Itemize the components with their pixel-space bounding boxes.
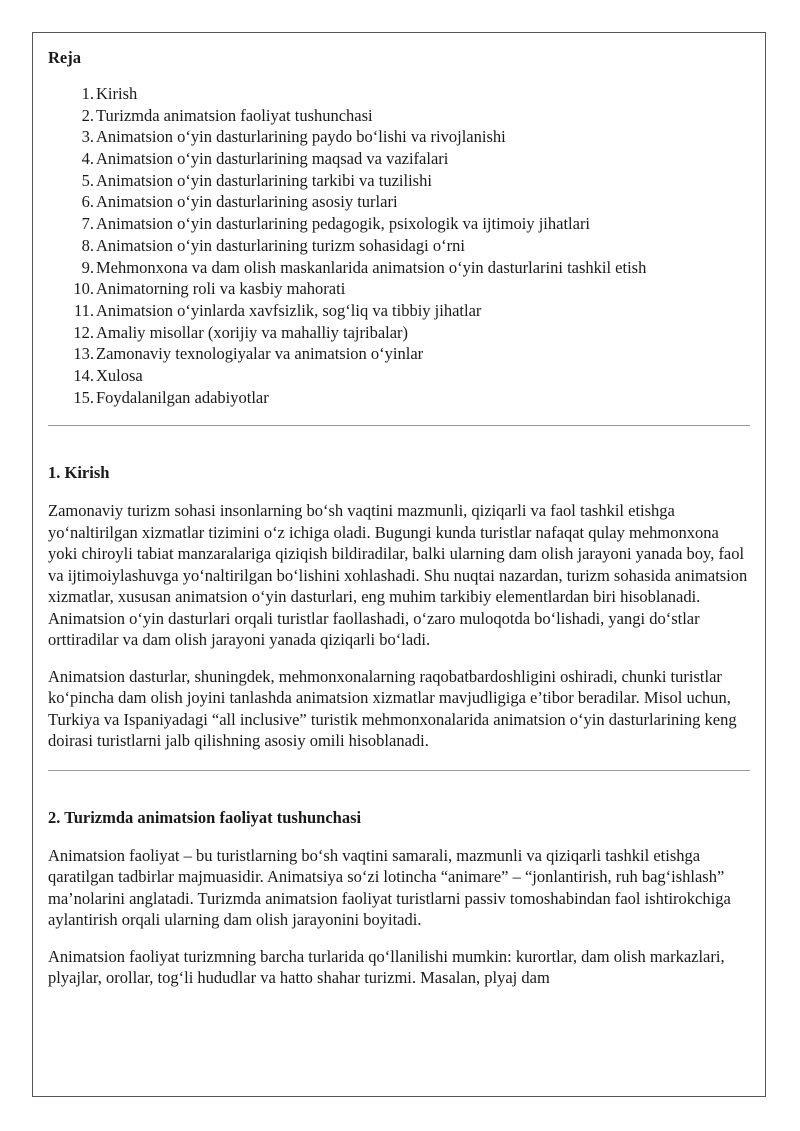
plan-item-text: Animatsion o‘yin dasturlarining pedagogik, psixologik va ijtimoiy jihatlari: [96, 214, 591, 234]
document-content: [48, 47, 750, 989]
plan-item: [48, 148, 750, 170]
plan-item-number: 10.: [73, 279, 94, 299]
plan-item-number: 9.: [81, 257, 94, 277]
plan-item-text: Turizmda animatsion faoliyat tushunchasi: [96, 105, 373, 125]
plan-item-number: 7.: [81, 214, 94, 234]
plan-item-number: 4.: [81, 149, 94, 169]
section-2-title: 2. Turizmda animatsion faoliyat tushunchasi: [48, 807, 362, 827]
plan-item-text: Animatorning roli va kasbiy mahorati: [96, 279, 346, 299]
plan-item-text: Animatsion o‘yin dasturlarining tarkibi va tuzilishi: [96, 170, 432, 190]
plan-item-number: 3.: [81, 127, 94, 147]
plan-title: Reja: [48, 48, 81, 67]
plan-item: [48, 191, 750, 213]
section-2-paragraph: Animatsion faoliyat – bu turistlarning bo‘sh vaqtini samarali, mazmunli va qiziqarli tashkil etishga qaratilgan tadbirlar majmuasidir. Animatsiya so‘zi lotincha “animare” – “jonlantirish, ruh bag‘ishlash” ma’nolarini anglatadi. Turizmda animatsion faoliyat turistlarni passiv tomoshabindan faol ishtirokchiga aylantirish orqali ularning dam olish jarayonini boyitadi.: [48, 845, 731, 930]
plan-item-number: 2.: [81, 105, 94, 125]
plan-item-number: 11.: [73, 300, 94, 320]
plan-item: [48, 365, 750, 387]
plan-item: [48, 387, 750, 409]
plan-item: [48, 322, 750, 344]
plan-item-text: Animatsion o‘yinlarda xavfsizlik, sog‘liq va tibbiy jihatlar: [96, 300, 482, 320]
plan-item-text: Mehmonxona va dam olish maskanlarida animatsion o‘yin dasturlarini tashkil etish: [96, 257, 647, 277]
plan-item-text: Animatsion o‘yin dasturlarining maqsad va vazifalari: [96, 149, 449, 169]
section-1-title: 1. Kirish: [48, 463, 110, 483]
plan-item: [48, 300, 750, 322]
document-page: [32, 32, 766, 1097]
plan-item-number: 1.: [81, 84, 94, 103]
plan-item-text: Amaliy misollar (xorijiy va mahalliy tajribalar): [96, 322, 409, 342]
plan-item-text: Animatsion o‘yin dasturlarining turizm sohasidagi o‘rni: [96, 235, 465, 255]
plan-list: [48, 83, 750, 408]
plan-item: [48, 126, 750, 148]
plan-item-text: Zamonaviy texnologiyalar va animatsion o‘yinlar: [96, 344, 424, 364]
plan-item: [48, 83, 750, 105]
section-2-paragraph: Animatsion faoliyat turizmning barcha turlarida qo‘llanilishi mumkin: kurortlar, dam olish markazlari, plyajlar, orollar, tog‘li hududlar va hatto shahar turizmi. Masalan, plyaj dam: [48, 946, 725, 988]
plan-item-number: 6.: [81, 192, 94, 212]
section-1-paragraph: Animatsion dasturlar, shuningdek, mehmonxonalarning raqobatbardoshligini oshiradi, chunki turistlar ko‘pincha dam olish joyini tanlashda animatsion xizmatlar mavjudligiga e’tibor beradilar. Misol uchun, Turkiya va Ispaniyadagi “all inclusive” turistik mehmonxonalarida animatsion o‘yin dasturlarining keng doirasi turistlarni jalb qilishning asosiy omili hisoblanadi.: [48, 666, 737, 751]
plan-item-number: 5.: [81, 170, 94, 190]
plan-item: [48, 278, 750, 300]
plan-item: [48, 105, 750, 127]
plan-item-number: 8.: [81, 235, 94, 255]
plan-item: [48, 170, 750, 192]
plan-item: [48, 213, 750, 235]
divider: [48, 770, 750, 771]
plan-item: [48, 235, 750, 257]
plan-item: [48, 257, 750, 279]
plan-item-text: Foydalanilgan adabiyotlar: [96, 387, 269, 407]
plan-item-text: Xulosa: [96, 365, 143, 385]
section-1-paragraph: Zamonaviy turizm sohasi insonlarning bo‘sh vaqtini mazmunli, qiziqarli va faol tashkil etishga yo‘naltirilgan xizmatlar tizimini o‘z ichiga oladi. Bugungi kunda turistlar nafaqat qulay mehmonxona yoki chiroyli tabiat manzaralariga qiziqish bildiradilar, balki ularning dam olish jarayoni yanada boy, faol va ijtimoiylashuvga yo‘naltirilgan bo‘lishini xohlashadi. Shu nuqtai nazardan, turizm sohasida animatsion xizmatlar, xususan animatsion o‘yin dasturlari, eng muhim tarkibiy elementlardan biri hisoblanadi. Animatsion o‘yin dasturlari orqali turistlar faollashadi, o‘zaro muloqotda bo‘lishadi, yangi do‘stlar orttiradilar va dam olish jarayoni yanada qiziqarli bo‘ladi.: [48, 501, 748, 650]
plan-item-number: 14.: [73, 365, 94, 385]
plan-item: [48, 343, 750, 365]
divider: [48, 425, 750, 426]
plan-item-text: Animatsion o‘yin dasturlarining paydo bo‘lishi va rivojlanishi: [96, 127, 506, 147]
plan-item-text: Kirish: [96, 84, 138, 103]
plan-item-text: Animatsion o‘yin dasturlarining asosiy turlari: [96, 192, 398, 212]
plan-item-number: 13.: [73, 344, 94, 364]
plan-item-number: 12.: [73, 322, 94, 342]
plan-item-number: 15.: [73, 387, 94, 407]
